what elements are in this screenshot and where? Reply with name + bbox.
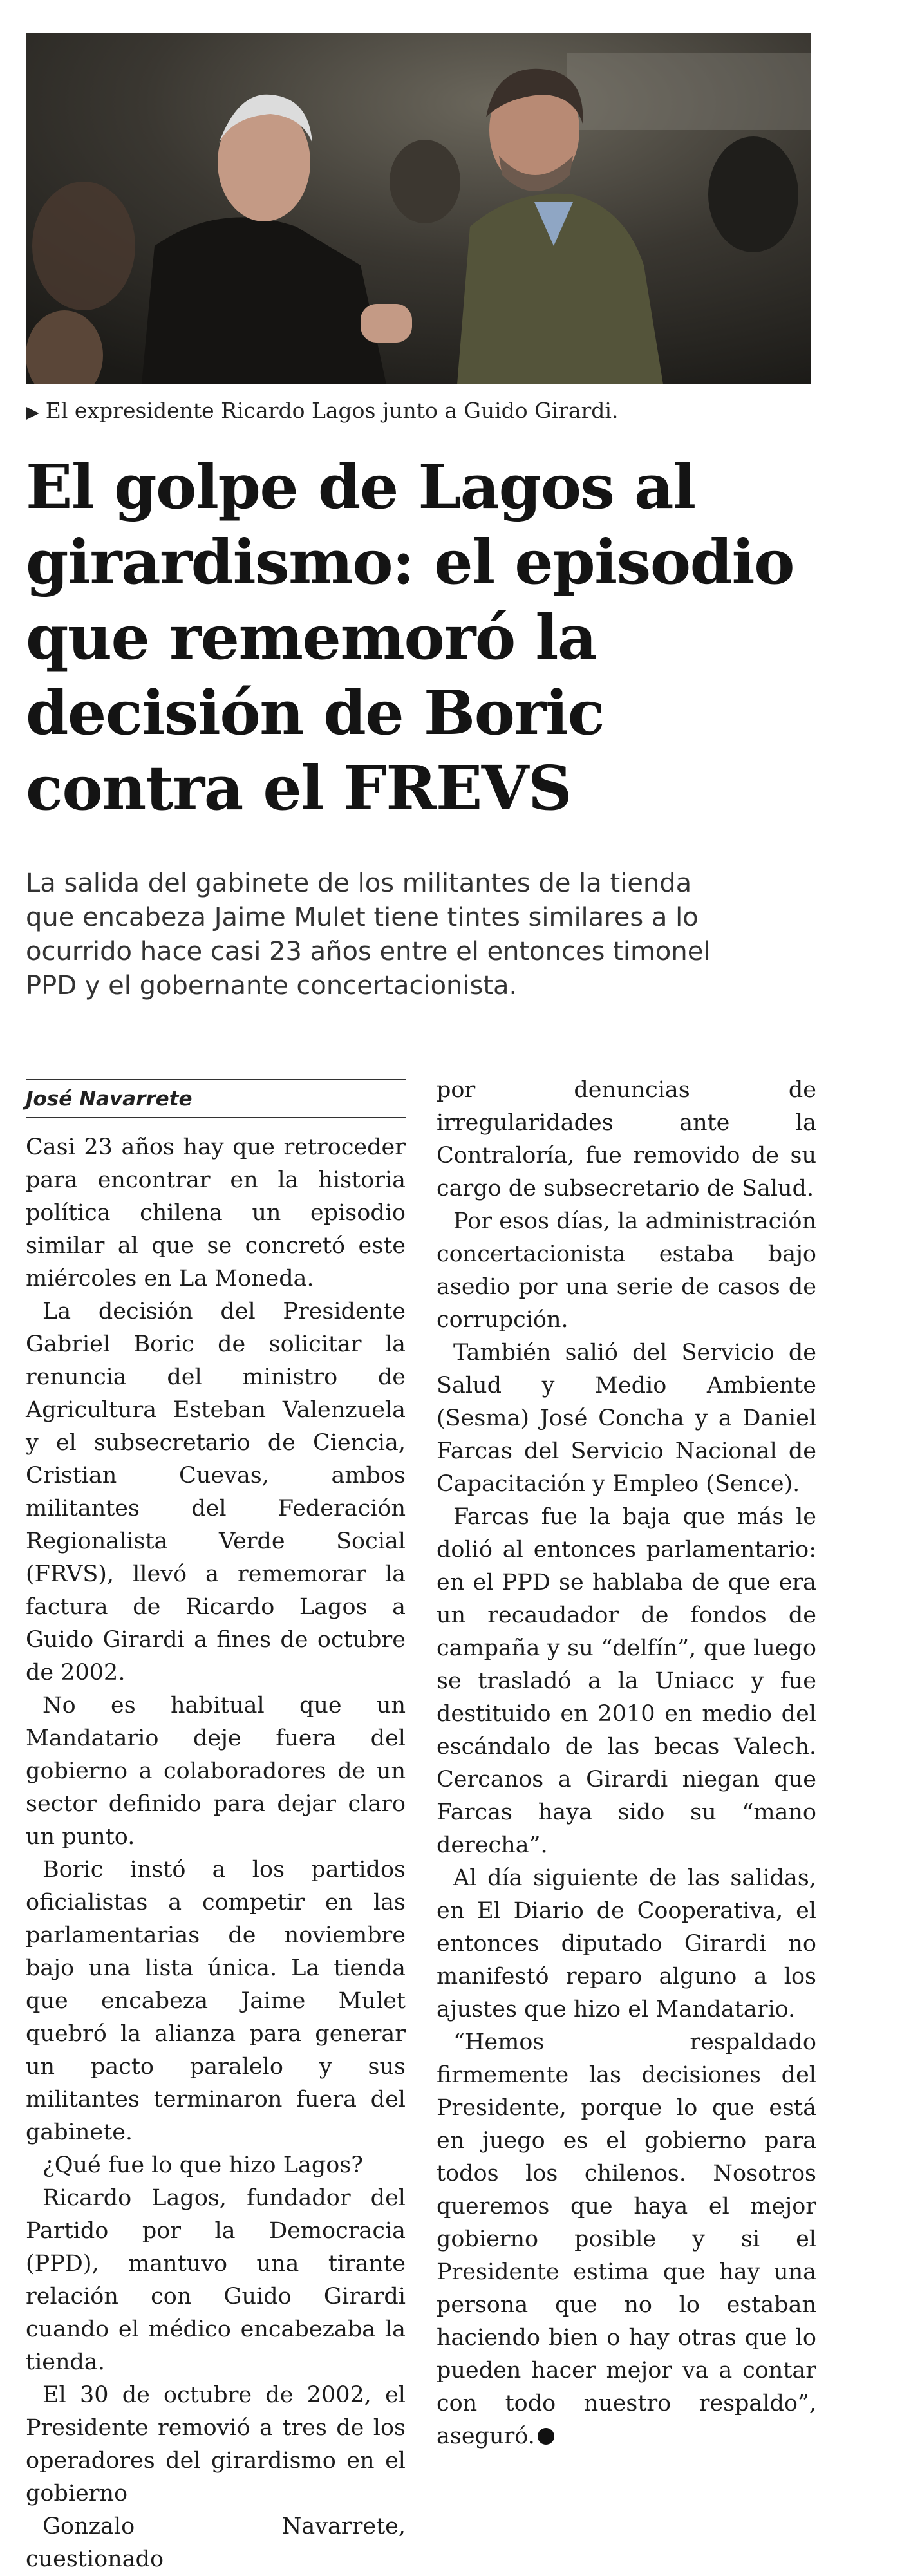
paragraph: Gonzalo Navarrete, cuestionado: [26, 2514, 406, 2572]
article-photo: [26, 33, 811, 384]
article-deck: [26, 867, 837, 1003]
caption-text: El expresidente Ricardo Lagos junto a Guido Girardi.: [45, 398, 619, 423]
headline-line: que rememoró la: [26, 602, 596, 673]
article-column-1: [26, 1074, 406, 2576]
paragraph: Boric instó a los partidos oficialistas a competir en las parlamentarias de noviembre bajo una lista única. La tienda que encabeza Jaime Mulet quebró la alianza para generar un pacto paralelo y sus militantes terminaron fuera del gabinete.: [26, 1857, 406, 2145]
caption-marker-icon: ▶: [26, 402, 39, 422]
deck-line: ocurrido hace casi 23 años entre el entonces timonel: [26, 937, 711, 966]
deck-line: que encabeza Jaime Mulet tiene tintes similares a lo: [26, 903, 699, 932]
photo-two-men-icon: [26, 33, 811, 384]
paragraph: Por esos días, la administración concertacionista estaba bajo asedio por una serie de casos de corrupción.: [437, 1208, 816, 1333]
paragraph: No es habitual que un Mandatario deje fuera del gobierno a colaboradores de un sector definido para dejar claro un punto.: [26, 1693, 406, 1850]
article-headline: [26, 449, 863, 826]
paragraph: La decisión del Presidente Gabriel Boric de solicitar la renuncia del ministro de Agricultura Esteban Valenzuela y el subsecretario de Ciencia, Cristian Cuevas, ambos militantes del Federación Regionalista Verde Social (FRVS), llevó a rememorar la factura de Ricardo Lagos a Guido Girardi a fines de octubre de 2002.: [26, 1299, 406, 1686]
paragraph: El 30 de octubre de 2002, el Presidente removió a tres de los operadores del girardismo en el gobierno: [26, 2382, 406, 2506]
article-column-2: [437, 1074, 816, 2453]
paragraph: Ricardo Lagos, fundador del Partido por la Democracia (PPD), mantuvo una tirante relación con Guido Girardi cuando el médico encabezaba la tienda.: [26, 2185, 406, 2375]
headline-line: contra el FREVS: [26, 753, 572, 824]
end-mark-icon: [538, 2428, 554, 2445]
paragraph: por denuncias de irregularidades ante la Contraloría, fue removido de su cargo de subsecretario de Salud.: [437, 1077, 816, 1201]
headline-line: girardismo: el episodio: [26, 527, 794, 598]
photo-caption: [26, 397, 837, 427]
headline-line: decisión de Boric: [26, 677, 604, 749]
closing-quote-text: “Hemos respaldado firmemente las decisiones del Presidente, porque lo que está en juego es el gobierno para todos los chilenos. Nosotros queremos que haya el mejor gobierno posible y si el Presidente estima que hay una persona que no lo estaban haciendo bien o hay otras que lo pueden hacer mejor va a contar con todo nuestro respaldo”, aseguró.: [437, 2029, 816, 2449]
paragraph: [437, 2026, 816, 2453]
deck-line: PPD y el gobernante concertacionista.: [26, 971, 518, 1001]
deck-line: La salida del gabinete de los militantes de la tienda: [26, 869, 692, 898]
paragraph: Farcas fue la baja que más le dolió al entonces parlamentario: en el PPD se hablaba de que era un recaudador de fondos de campaña y su “delfín”, que luego se trasladó a la Uniacc y fue destituido en 2010 en medio del escándalo de las becas Valech. Cercanos a Girardi niegan que Farcas haya sido su “mano derecha”.: [437, 1504, 816, 1858]
headline-line: El golpe de Lagos al: [26, 451, 695, 523]
byline: José Navarrete: [26, 1079, 406, 1118]
paragraph: También salió del Servicio de Salud y Medio Ambiente (Sesma) José Concha y a Daniel Farcas del Servicio Nacional de Capacitación y Empleo (Sence).: [437, 1340, 816, 1497]
paragraph: Casi 23 años hay que retroceder para encontrar en la historia política chilena un episodio similar al que se concretó este miércoles en La Moneda.: [26, 1134, 406, 1292]
paragraph: Al día siguiente de las salidas, en El Diario de Cooperativa, el entonces diputado Girardi no manifestó reparo alguno a los ajustes que hizo el Mandatario.: [437, 1865, 816, 2022]
paragraph: ¿Qué fue lo que hizo Lagos?: [42, 2152, 364, 2178]
